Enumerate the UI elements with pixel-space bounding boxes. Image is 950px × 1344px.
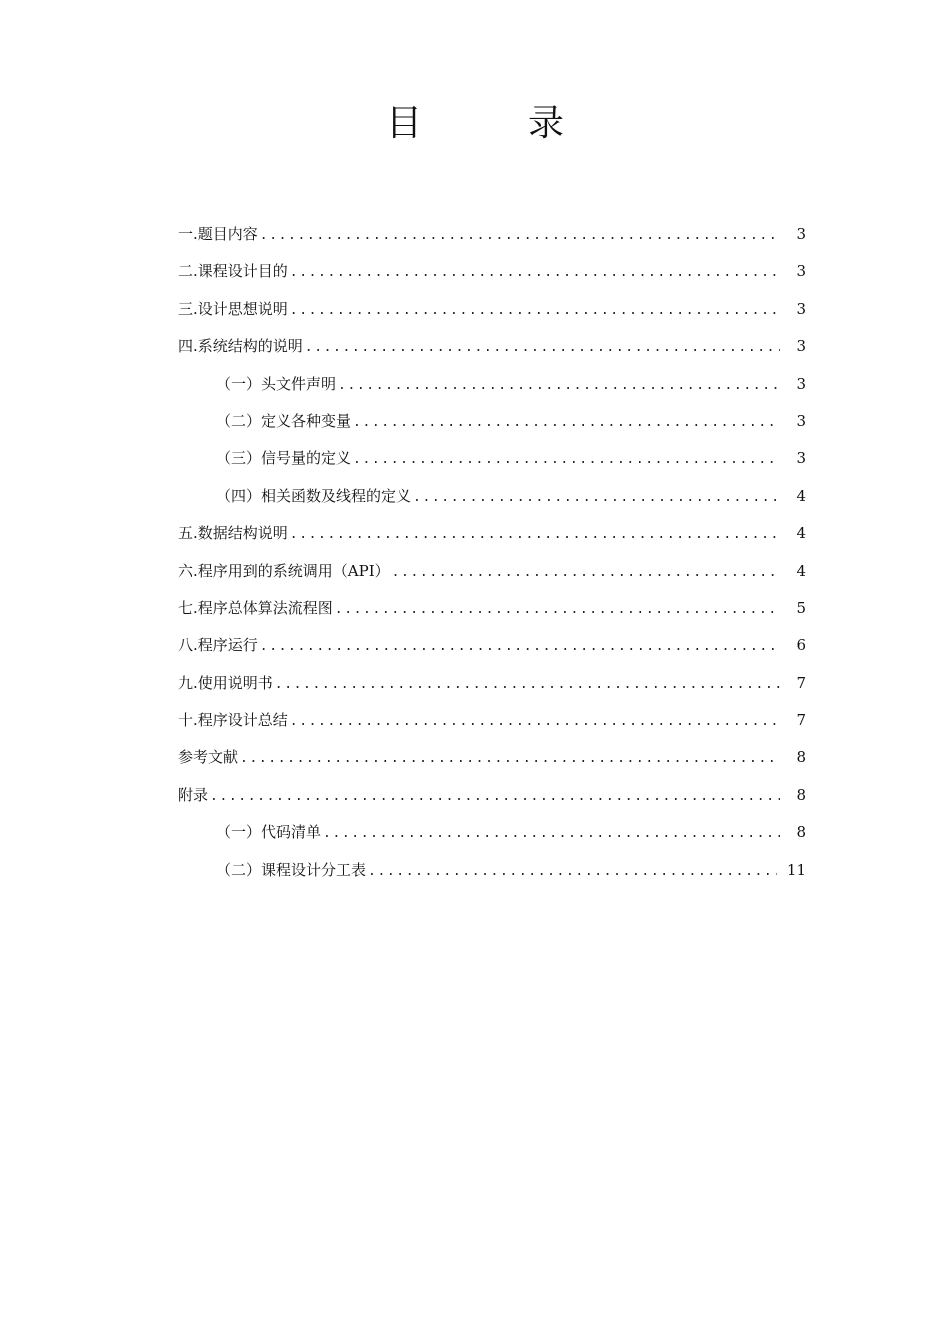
toc-entry-page: 3 xyxy=(796,225,806,243)
toc-entry-label: （二）课程设计分工表 xyxy=(216,860,367,879)
toc-dot-leader xyxy=(323,815,780,851)
toc-dot-leader xyxy=(353,404,780,440)
toc-entry-page: 3 xyxy=(796,299,806,318)
toc-entry-page: 8 xyxy=(796,748,806,767)
toc-entry-label: 四.系统结构的说明 xyxy=(178,337,303,356)
toc-dot-leader xyxy=(240,740,780,776)
toc-entry[interactable] xyxy=(178,328,806,365)
toc-entry[interactable] xyxy=(178,253,806,290)
table-of-contents xyxy=(178,216,806,889)
toc-entry-page: 4 xyxy=(796,561,806,580)
toc-subentry[interactable] xyxy=(178,440,806,477)
toc-entry-label: （一）头文件声明 xyxy=(216,374,337,393)
toc-dot-leader xyxy=(305,329,780,365)
toc-entry-label: 一.题目内容 xyxy=(178,225,258,243)
toc-dot-leader xyxy=(290,703,780,739)
toc-title-char-1: 目 xyxy=(385,103,422,144)
toc-dot-leader xyxy=(368,853,777,889)
toc-entry-page: 6 xyxy=(796,636,806,655)
toc-entry-label: 三.设计思想说明 xyxy=(178,299,288,318)
toc-dot-leader xyxy=(392,554,780,590)
toc-entry-page: 11 xyxy=(786,860,806,879)
toc-entry-label: （一）代码清单 xyxy=(216,823,322,842)
toc-entry-label: （二）定义各种变量 xyxy=(216,411,352,430)
toc-entry[interactable] xyxy=(178,665,806,702)
toc-entry-page: 7 xyxy=(796,673,806,692)
toc-subentry[interactable] xyxy=(178,814,806,851)
toc-entry-label: 六.程序用到的系统调用（API） xyxy=(178,561,390,580)
toc-entry-page: 3 xyxy=(796,449,806,468)
toc-entry[interactable] xyxy=(178,590,806,627)
toc-entry[interactable] xyxy=(178,515,806,552)
toc-dot-leader xyxy=(338,367,780,403)
toc-subentry[interactable] xyxy=(178,852,806,889)
toc-entry-label: 十.程序设计总结 xyxy=(178,711,288,730)
toc-entry-label: 七.程序总体算法流程图 xyxy=(178,598,333,617)
toc-entry-page: 8 xyxy=(796,823,806,842)
toc-subentry[interactable] xyxy=(178,366,806,403)
toc-entry[interactable] xyxy=(178,291,806,328)
toc-entry-page: 8 xyxy=(796,785,806,804)
toc-entry-page: 7 xyxy=(796,711,806,730)
toc-entry[interactable] xyxy=(178,216,806,253)
toc-entry[interactable] xyxy=(178,627,806,664)
toc-entry-page: 5 xyxy=(796,598,806,617)
toc-dot-leader xyxy=(413,479,780,515)
toc-entry-label: 二.课程设计目的 xyxy=(178,262,288,281)
toc-entry-label: 附录 xyxy=(178,785,209,804)
toc-dot-leader xyxy=(260,217,780,253)
toc-title xyxy=(0,98,950,150)
toc-entry-page: 3 xyxy=(796,411,806,430)
toc-dot-leader xyxy=(260,628,780,664)
toc-entry-label: 九.使用说明书 xyxy=(178,673,273,692)
toc-dot-leader xyxy=(335,591,780,627)
toc-entry[interactable] xyxy=(178,553,806,590)
toc-dot-leader xyxy=(290,292,780,328)
toc-dot-leader xyxy=(275,666,780,702)
toc-entry-page: 3 xyxy=(796,262,806,281)
toc-entry-label: 八.程序运行 xyxy=(178,636,258,655)
toc-dot-leader xyxy=(210,778,780,814)
toc-dot-leader xyxy=(290,254,780,290)
toc-dot-leader xyxy=(290,516,780,552)
toc-entry-label: （三）信号量的定义 xyxy=(216,449,352,468)
toc-entry[interactable] xyxy=(178,739,806,776)
toc-entry[interactable] xyxy=(178,702,806,739)
toc-dot-leader xyxy=(353,441,780,477)
toc-entry-label: 五.数据结构说明 xyxy=(178,524,288,543)
toc-entry-page: 3 xyxy=(796,374,806,393)
toc-entry-label: （四）相关函数及线程的定义 xyxy=(216,486,412,505)
toc-entry-page: 4 xyxy=(796,486,806,505)
toc-title-char-2: 录 xyxy=(528,103,565,144)
toc-entry-page: 4 xyxy=(796,524,806,543)
toc-subentry[interactable] xyxy=(178,403,806,440)
toc-entry-page: 3 xyxy=(796,337,806,356)
toc-subentry[interactable] xyxy=(178,478,806,515)
toc-entry-label: 参考文献 xyxy=(178,748,239,767)
toc-entry[interactable] xyxy=(178,777,806,814)
